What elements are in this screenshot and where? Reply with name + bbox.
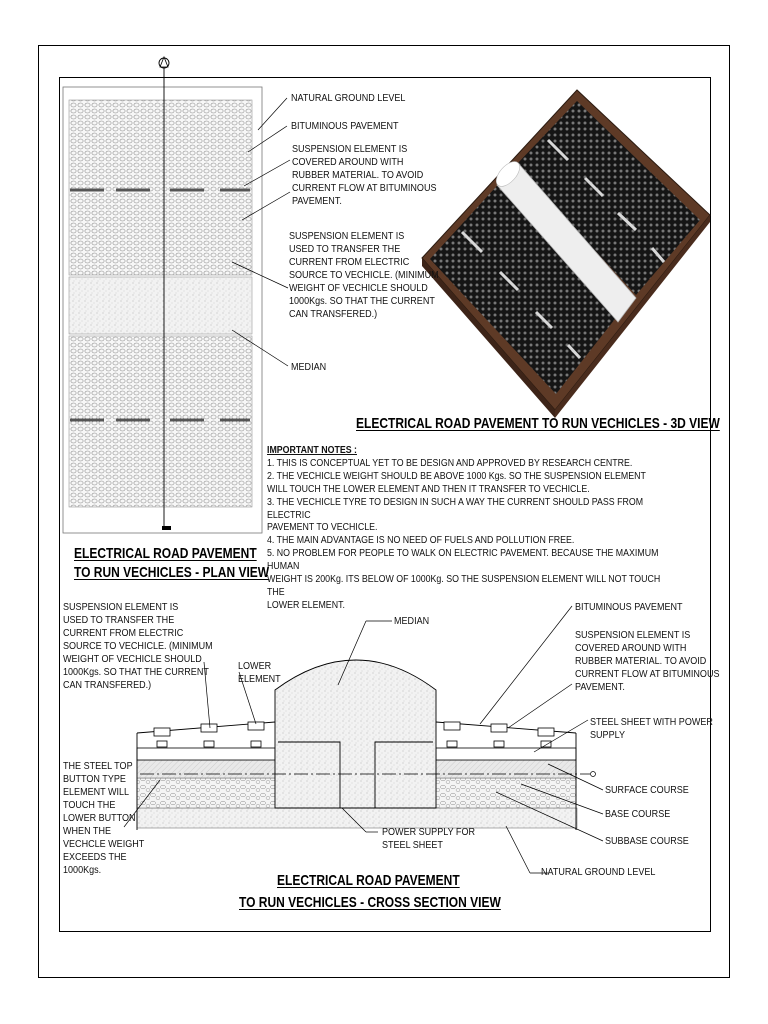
note-item: 1. THIS IS CONCEPTUAL YET TO BE DESIGN AND APPROVED BY RESEARCH CENTRE. bbox=[267, 456, 633, 469]
note-item: 4. THE MAIN ADVANTAGE IS NO NEED OF FUELS AND POLLUTION FREE. bbox=[267, 534, 575, 547]
section-label-suspension-covered: SUSPENSION ELEMENT IS COVERED AROUND WITH RUBBER MATERIAL. TO AVOID CURRENT FLOW AT BITUMINOUS PAVEMENT. bbox=[575, 629, 720, 693]
title-plan-view: ELECTRICAL ROAD PAVEMENT TO RUN VECHICLES - PLAN VIEW bbox=[74, 545, 270, 581]
plan-label-median: MEDIAN bbox=[291, 361, 327, 373]
title-section-view-line1: ELECTRICAL ROAD PAVEMENT bbox=[277, 872, 460, 889]
plan-view bbox=[63, 57, 290, 533]
title-section-view-line2: TO RUN VECHICLES - CROSS SECTION VIEW bbox=[239, 894, 501, 911]
title-3d-view: ELECTRICAL ROAD PAVEMENT TO RUN VECHICLES - 3D VIEW bbox=[356, 415, 720, 432]
section-label-median: MEDIAN bbox=[394, 615, 430, 627]
plan-label-suspension-covered: SUSPENSION ELEMENT IS COVERED AROUND WITH RUBBER MATERIAL. TO AVOID CURRENT FLOW AT BITUMINOUS PAVEMENT. bbox=[292, 143, 437, 207]
section-label-suspension-transfer: SUSPENSION ELEMENT IS USED TO TRANSFER THE CURRENT FROM ELECTRIC SOURCE TO VECHICLE. (MINIMUM WEIGHT OF VECHICLE SHOULD 1000Kgs. SO THAT THE CURRENT CAN TRANSFERED.) bbox=[63, 601, 213, 691]
section-label-subbase-course: SUBBASE COURSE bbox=[605, 835, 689, 847]
plan-label-natural-ground: NATURAL GROUND LEVEL bbox=[291, 92, 406, 104]
section-label-steel-top: THE STEEL TOP BUTTON TYPE ELEMENT WILL TOUCH THE LOWER BUTTON WHEN THE VECHCLE WEIGHT EXCEEDS THE 1000Kgs. bbox=[63, 760, 145, 876]
important-notes bbox=[267, 444, 662, 612]
note-item: 2. THE VECHICLE WEIGHT SHOULD BE ABOVE 1000 Kgs. SO THE SUSPENSION ELEMENT WILL TOUCH THE LOWER ELEMENT AND THEN IT TRANSFER TO VECHICLE. bbox=[267, 469, 646, 495]
plan-label-suspension-transfer: SUSPENSION ELEMENT IS USED TO TRANSFER THE CURRENT FROM ELECTRIC SOURCE TO VECHICLE. (MINIMUM WEIGHT OF VECHICLE SHOULD 1000Kgs. SO THAT THE CURRENT CAN TRANSFERED.) bbox=[289, 230, 439, 320]
section-label-base-course: BASE COURSE bbox=[605, 808, 671, 820]
view-3d bbox=[422, 90, 710, 418]
section-label-lower-element: LOWER ELEMENT bbox=[238, 660, 281, 685]
section-label-natural-ground: NATURAL GROUND LEVEL bbox=[541, 866, 656, 878]
section-label-power-supply: POWER SUPPLY FOR STEEL SHEET bbox=[382, 826, 476, 851]
section-label-surface-course: SURFACE COURSE bbox=[605, 784, 689, 796]
note-item: 3. THE VECHICLE TYRE TO DESIGN IN SUCH A WAY THE CURRENT SHOULD PASS FROM ELECTRIC PAVEMENT TO VECHICLE. bbox=[267, 495, 644, 534]
section-label-bituminous: BITUMINOUS PAVEMENT bbox=[575, 601, 683, 613]
plan-label-bituminous: BITUMINOUS PAVEMENT bbox=[291, 120, 399, 132]
notes-heading: IMPORTANT NOTES : bbox=[267, 444, 357, 456]
note-item: 5. NO PROBLEM FOR PEOPLE TO WALK ON ELECTRIC PAVEMENT. BECAUSE THE MAXIMUM HUMAN WEIGHT IS 200Kg. ITS BELOW OF 1000Kg. SO THE SUSPENSION ELEMENT WILL NOT TOUCH THE LOWER ELEMENT. bbox=[267, 547, 661, 611]
section-label-steel-sheet: STEEL SHEET WITH POWER SUPPLY bbox=[590, 716, 713, 741]
